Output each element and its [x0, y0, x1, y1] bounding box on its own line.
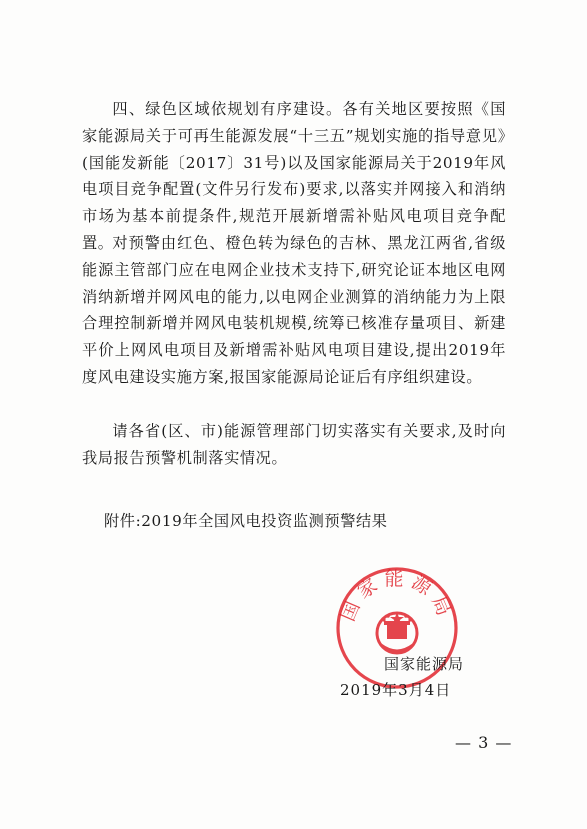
paragraph-green-region: 四、绿色区域依规划有序建设。各有关地区要按照《国家能源局关于可再生能源发展“十三五”规划实施的指导意见》(国能发新能〔2017〕31号)以及国家能源局关于2019年风电项目竞争配置(文件另行发布)要求,以落实并网接入和消纳市场为基本前提条件,规范开展新增需补贴风电项目竞争配置。: [82, 100, 506, 252]
svg-text:国家能源局: 国家能源局: [336, 568, 458, 625]
issuer-name: 国家能源局: [384, 655, 465, 673]
page-number: — 3 —: [455, 733, 513, 752]
issue-date: 2019年3月4日: [340, 681, 452, 699]
attachment-line: 附件:2019年全国风电投资监测预警结果: [104, 512, 388, 530]
paragraph-request: 请各省(区、市)能源管理部门切实落实有关要求,及时向我局报告预警机制落实情况。: [82, 422, 506, 467]
paragraph-jilin-heilongjiang: 对预警由红色、橙色转为绿色的吉林、黑龙江两省,省级能源主管部门应在电网企业技术支持下,研究论证本地区电网消纳新增并网风电的能力,以电网企业测算的消纳能力为上限合理控制新增并网风电装机规模,统筹已核准存量项目、新建平价上网风电项目及新增需补贴风电项目建设,提出2019年度风电建设实施方案,报国家能源局论证后有序组织建设。: [82, 234, 506, 386]
